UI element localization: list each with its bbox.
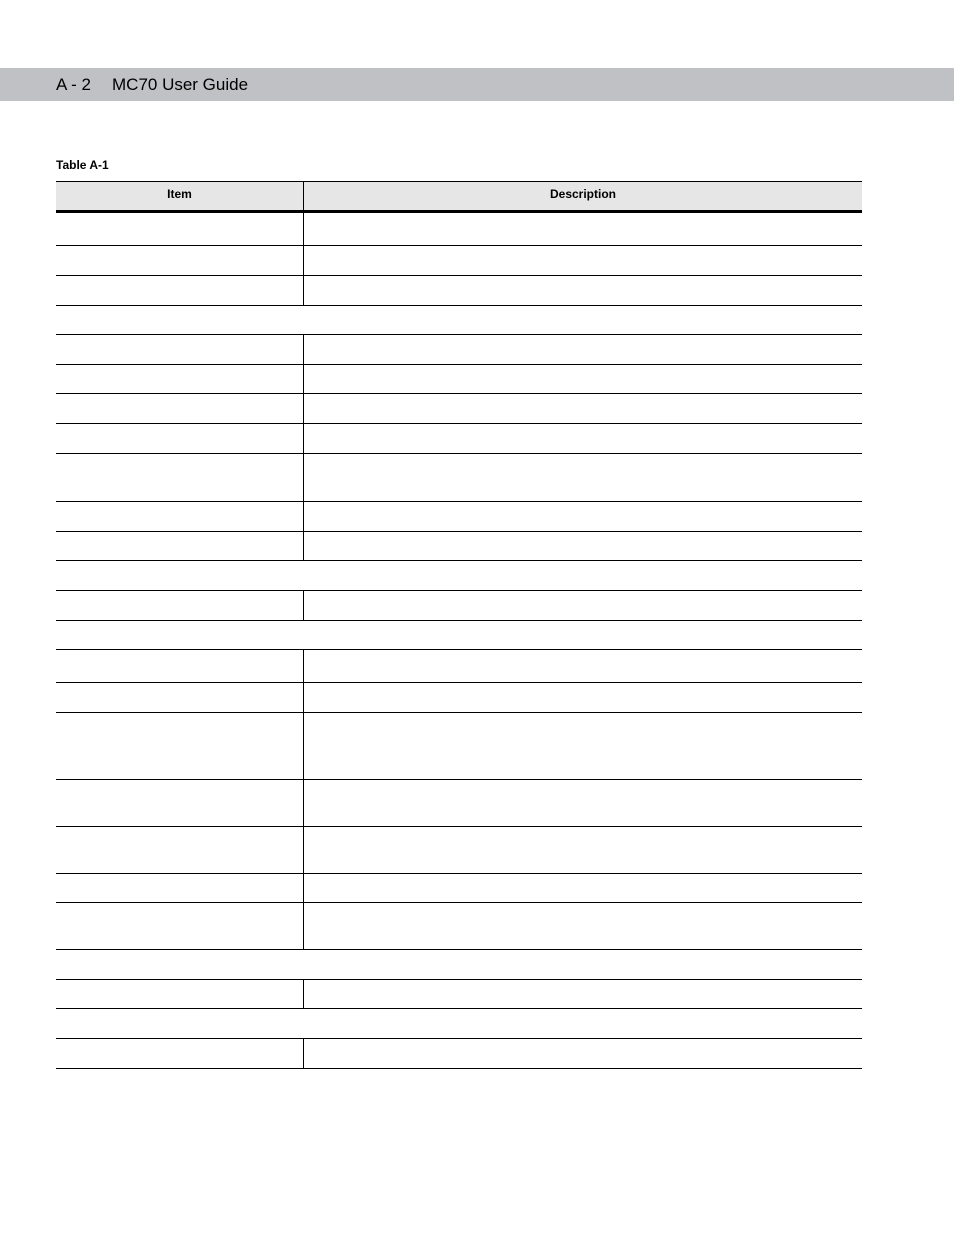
item-cell: [56, 980, 304, 1008]
table-row: [56, 394, 862, 424]
item-cell: [56, 591, 304, 620]
table-row: [56, 276, 862, 306]
table-row: [56, 874, 862, 903]
description-cell: [304, 246, 862, 275]
table-row: [56, 424, 862, 454]
item-cell: [56, 454, 304, 501]
table-row: [56, 246, 862, 276]
item-cell: [56, 213, 304, 245]
item-cell: [56, 246, 304, 275]
table-caption: Table A-1: [56, 158, 109, 172]
description-cell: [304, 1039, 862, 1068]
table-header-row: [56, 181, 862, 213]
doc-title: MC70 User Guide: [112, 75, 249, 94]
table-row: [56, 335, 862, 365]
description-cell: [304, 591, 862, 620]
description-cell: [304, 502, 862, 531]
column-header-item: Item: [56, 182, 304, 210]
spec-table: [56, 181, 862, 1069]
table-section-row: [56, 1009, 862, 1039]
item-cell: [56, 276, 304, 305]
item-cell: [56, 335, 304, 364]
description-cell: [304, 903, 862, 949]
item-cell: [56, 780, 304, 826]
description-cell: [304, 424, 862, 453]
item-cell: [56, 532, 304, 560]
item-cell: [56, 502, 304, 531]
section-label: [56, 306, 862, 334]
description-cell: [304, 365, 862, 393]
table-section-row: [56, 306, 862, 335]
item-cell: [56, 650, 304, 682]
section-label: [56, 1009, 862, 1038]
description-cell: [304, 394, 862, 423]
table-section-row: [56, 950, 862, 980]
item-cell: [56, 394, 304, 423]
description-cell: [304, 650, 862, 682]
table-section-row: [56, 621, 862, 650]
description-cell: [304, 980, 862, 1008]
description-cell: [304, 213, 862, 245]
table-section-row: [56, 561, 862, 591]
table-row: [56, 980, 862, 1009]
description-cell: [304, 683, 862, 712]
section-label: [56, 621, 862, 649]
page-number: A - 2: [56, 75, 91, 94]
table-row: [56, 903, 862, 950]
item-cell: [56, 874, 304, 902]
table-body: [56, 213, 862, 1069]
table-row: [56, 780, 862, 827]
table-row: [56, 213, 862, 246]
table-row: [56, 454, 862, 502]
table-row: [56, 650, 862, 683]
item-cell: [56, 827, 304, 873]
table-row: [56, 827, 862, 874]
table-row: [56, 713, 862, 780]
description-cell: [304, 335, 862, 364]
table-row: [56, 532, 862, 561]
table-row: [56, 502, 862, 532]
table-row: [56, 591, 862, 621]
description-cell: [304, 713, 862, 779]
item-cell: [56, 1039, 304, 1068]
description-cell: [304, 874, 862, 902]
item-cell: [56, 683, 304, 712]
description-cell: [304, 532, 862, 560]
table-row: [56, 1039, 862, 1069]
section-label: [56, 950, 862, 979]
description-cell: [304, 276, 862, 305]
description-cell: [304, 780, 862, 826]
description-cell: [304, 827, 862, 873]
item-cell: [56, 903, 304, 949]
table-row: [56, 365, 862, 394]
item-cell: [56, 424, 304, 453]
item-cell: [56, 713, 304, 779]
column-header-description: Description: [549, 187, 616, 201]
item-cell: [56, 365, 304, 393]
section-label: [56, 561, 862, 590]
description-cell: [304, 454, 862, 501]
table-row: [56, 683, 862, 713]
